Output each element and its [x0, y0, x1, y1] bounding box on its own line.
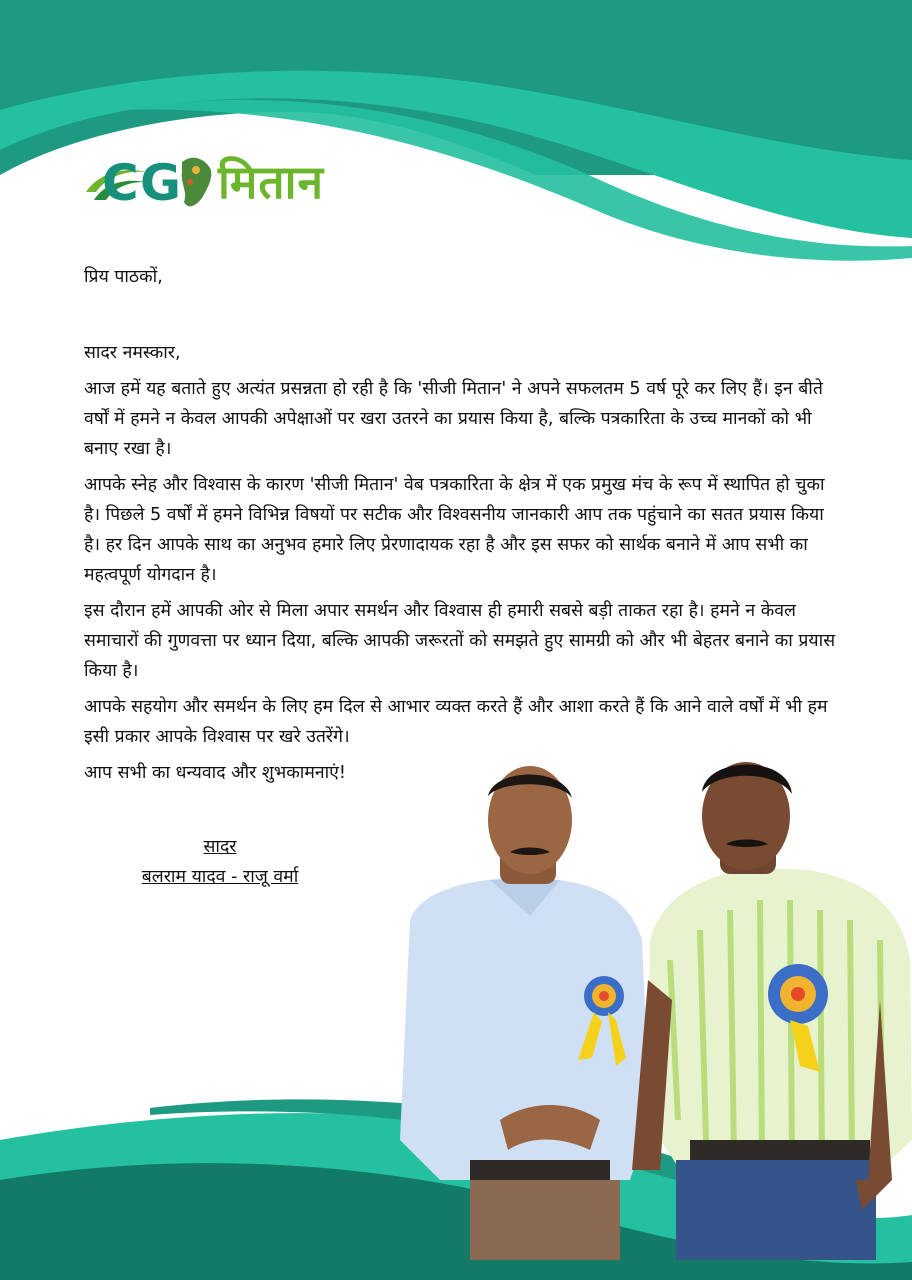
paragraph-3: इस दौरान हमें आपकी ओर से मिला अपार समर्थन और विश्वास ही हमारी सबसे बड़ी ताकत रहा है। हमने न केवल समाचारों की गुणवत्ता पर ध्यान दिया, बल्कि आपकी जरूरतों को समझते हुए सामग्री को और भी बेहतर बनाने का प्रयास किया है। [84, 601, 836, 681]
paragraph-5: आप सभी का धन्यवाद और शुभकामनाएं! [84, 763, 346, 783]
greeting: सादर नमस्कार, [84, 343, 181, 363]
paragraph-4: आपके सहयोग और समर्थन के लिए हम दिल से आभार व्यक्त करते हैं और आशा करते हैं कि आने वाले वर्षों में भी हम इसी प्रकार आपके विश्वास पर खरे उतरेंगे। [84, 697, 828, 747]
svg-text:C: C [102, 154, 139, 212]
paragraph-1: आज हमें यह बताते हुए अत्यंत प्रसन्नता हो रही है कि 'सीजी मितान' ने अपने सफलतम 5 वर्ष पूरे कर लिए हैं। इन बीते वर्षों में हमने न केवल आपकी अपेक्षाओं पर खरा उतरने का प्रयास किया है, बल्कि पत्रकारिता के उच्च मानकों को भी बनाए रखा है। [84, 379, 823, 459]
founders-photo [380, 740, 912, 1260]
paragraph-2: आपके स्नेह और विश्वास के कारण 'सीजी मितान' वेब पत्रकारिता के क्षेत्र में एक प्रमुख मंच के रूप में स्थापित हो चुका है। पिछले 5 वर्षों में हमने विभिन्न विषयों पर सटीक और विश्वसनीय जानकारी आप तक पहुंचाने का सतत प्रयास किया है। हर दिन आपके साथ का अनुभव हमारे लिए प्रेरणादायक रहा है और इस सफर को सार्थक बनाने में आप सभी का महत्वपूर्ण योगदान है। [84, 475, 825, 585]
left-person-figure [400, 766, 650, 1260]
salutation: प्रिय पाठकों, [84, 267, 163, 287]
signature-names: बलराम यादव - राजू वर्मा [141, 867, 299, 887]
signature-closing: सादर [203, 837, 237, 857]
logo-text: मितान [218, 155, 325, 209]
letter-body [84, 262, 844, 794]
right-person-figure [632, 762, 912, 1260]
svg-text:G: G [140, 154, 182, 212]
signature-block [110, 832, 330, 892]
